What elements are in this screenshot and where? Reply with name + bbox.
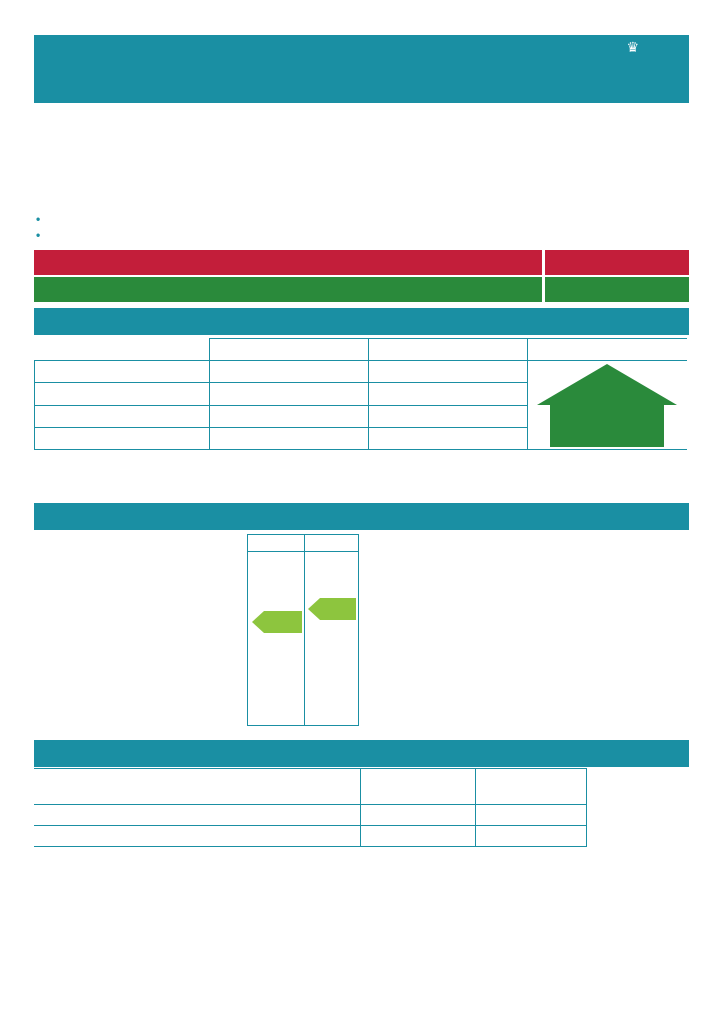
table-row (34, 805, 587, 826)
crown-icon: ♛ (626, 39, 639, 55)
costs-table (34, 338, 687, 450)
col-potential-costs (368, 339, 527, 361)
details-left (36, 139, 178, 193)
col-current-costs (209, 339, 368, 361)
col-future-savings (527, 339, 687, 361)
potential-rating-arrow (308, 598, 356, 620)
use-bullet (36, 228, 48, 242)
actions-section-heading (34, 740, 689, 767)
details-right (363, 139, 506, 193)
rating-chart-bands (35, 534, 247, 726)
costs-section-heading (34, 308, 689, 335)
rating-columns (247, 534, 359, 726)
certificate-header (34, 35, 689, 103)
save-summary-value (545, 277, 689, 302)
col-indicative-cost (361, 769, 476, 805)
current-rating-arrow (252, 611, 302, 633)
col-measures (34, 769, 361, 805)
cost-summary-value (545, 250, 689, 275)
rating-explanation (382, 557, 688, 568)
table-row (34, 826, 587, 847)
house-icon (532, 361, 682, 449)
use-bullet (36, 212, 48, 226)
bullet-icon: • (36, 228, 41, 242)
savings-house-cell (527, 361, 687, 450)
cost-summary-bar (34, 250, 689, 275)
cost-summary-label (34, 250, 542, 275)
rating-section-heading (34, 503, 689, 530)
save-summary-bar (34, 277, 689, 302)
actions-table (34, 768, 587, 847)
col-typical-savings (476, 769, 587, 805)
table-row (35, 361, 687, 383)
bullet-icon: • (36, 212, 41, 226)
save-summary-label (34, 277, 542, 302)
